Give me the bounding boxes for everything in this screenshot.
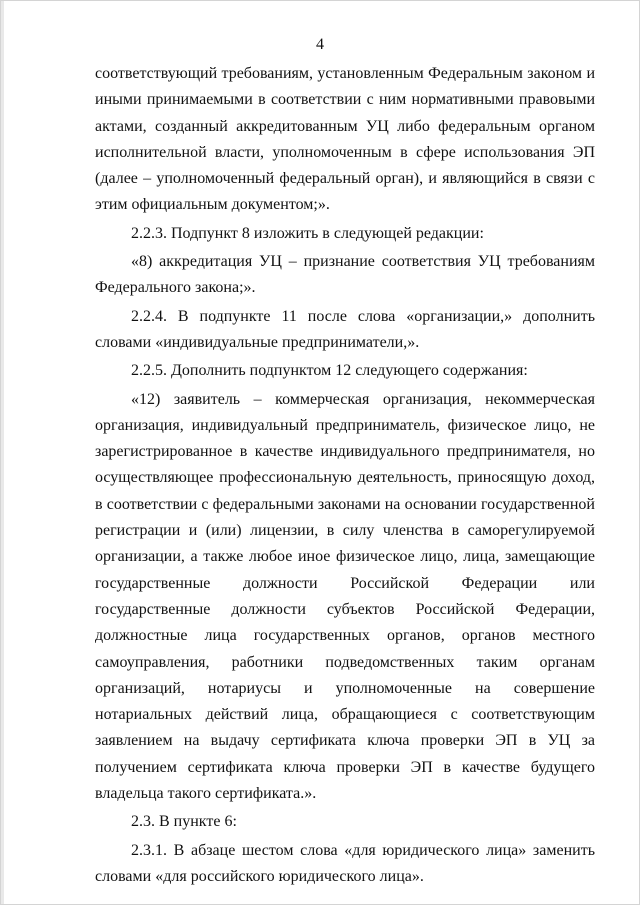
paragraph-2-2-3: 2.2.3. Подпункт 8 изложить в следующей редакции: [131, 224, 484, 242]
paragraph-item-8: «8) аккредитация УЦ – признание соответствия УЦ требованиям Федерального закона;». [95, 253, 595, 297]
page-number: 4 [316, 36, 324, 53]
paragraph-item-12: «12) заявитель – коммерческая организация, некоммерческая организация, индивидуальный предприниматель, физическое лицо, не зарегистрированное в качестве индивидуального предпринимателя, но осуществляющее профессиональную деятельность, приносящую доход, в соответствии с федеральными законами на основании государственной регистрации и (или) лицензии, в силу членства в саморегулируемой организации, а также любое иное физическое лицо, лица, замещающие государственные должности Российской Федерации или государственные должности субъектов Российской Федерации, должностные лица государственных органов, органов местного самоуправления, работники подведомственных таким органам организаций, нотариусы и уполномоченные на совершение нотариальных действий лица, обращающиеся с соответствующим заявлением на выдачу сертификата ключа проверки ЭП в УЦ за получением сертификата ключа проверки ЭП в качестве будущего владельца такого сертификата.». [95, 390, 595, 803]
paragraph-2-3: 2.3. В пункте 6: [131, 813, 237, 831]
paragraph-2-2-5: 2.2.5. Дополнить подпунктом 12 следующего содержания: [131, 362, 528, 380]
paragraph-2-3-1: 2.3.1. В абзаце шестом слова «для юридического лица» заменить словами «для российского юридического лица». [95, 841, 595, 885]
document-body [95, 61, 595, 890]
paragraph-2-2-4: 2.2.4. В подпункте 11 после слова «организации,» дополнить словами «индивидуальные предприниматели,». [95, 307, 595, 351]
paragraph-continuation: соответствующий требованиям, установленным Федеральным законом и иными принимаемыми в соответствии с ним нормативными правовыми актами, созданный аккредитованным УЦ либо федеральным органом исполнительной власти, уполномоченным в сфере использования ЭП (далее – уполномоченный федеральный орган), и являющийся в связи с этим официальным документом;». [95, 65, 595, 214]
